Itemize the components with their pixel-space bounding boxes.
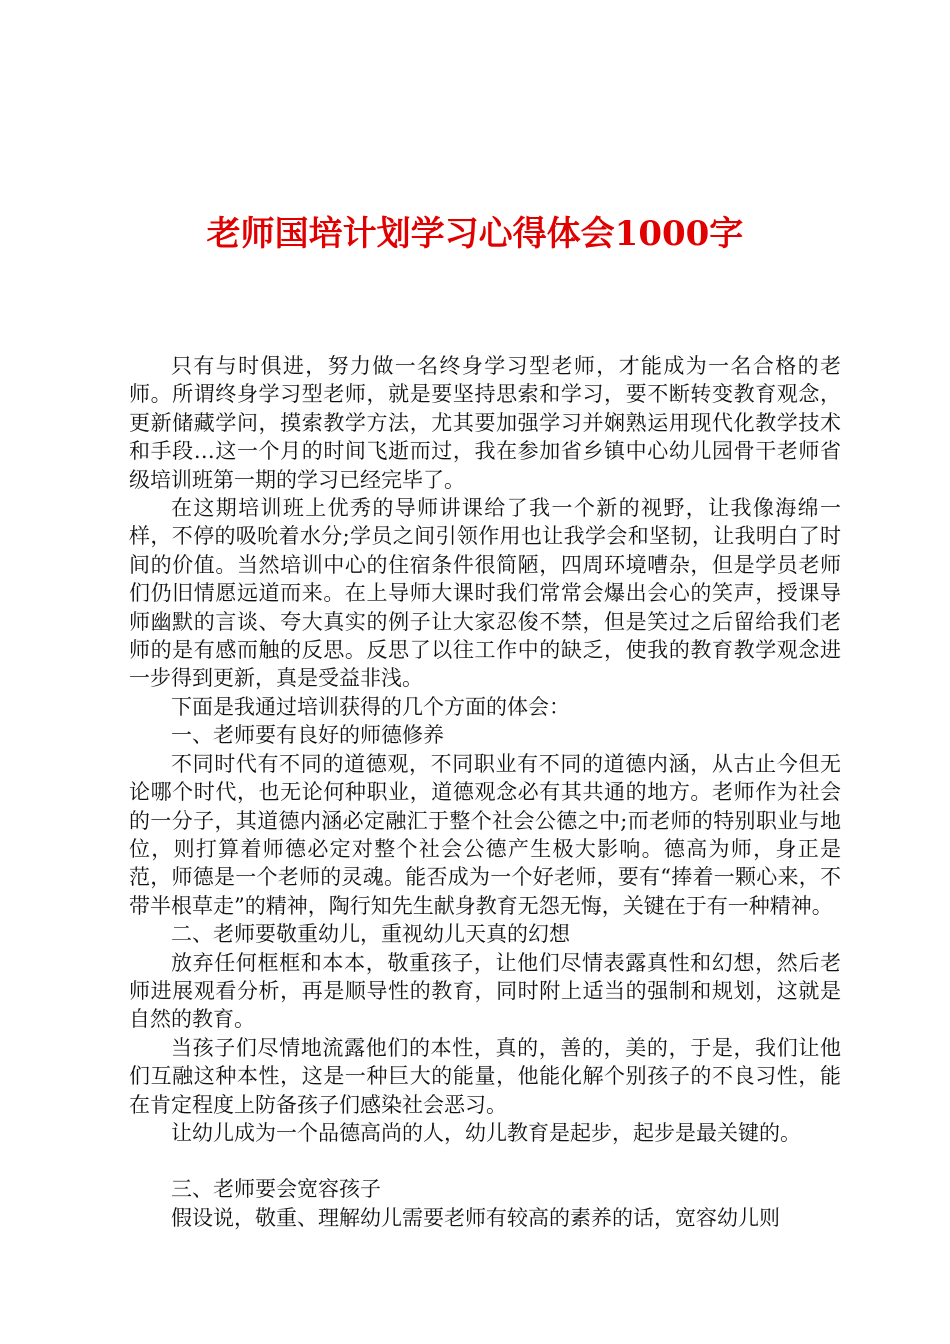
section-heading: 二、老师要敬重幼儿，重视幼儿天真的幻想 bbox=[171, 922, 570, 947]
paragraph: 假设说，敬重、理解幼儿需要老师有较高的素养的话，宽容幼儿则 bbox=[171, 1205, 780, 1230]
paragraph: 下面是我通过培训获得的几个方面的体会： bbox=[171, 694, 570, 719]
document-body bbox=[129, 352, 841, 1232]
section-heading: 一、老师要有良好的师德修养 bbox=[171, 723, 444, 748]
paragraph: 当孩子们尽情地流露他们的本性，真的，善的，美的，于是，我们让他们互融这种本性，这是一种巨大的能量，他能化解个别孩子的不良习性，能在肯定程度上防备孩子们感染社会恶习。 bbox=[129, 1035, 841, 1117]
section-heading: 三、老师要会宽容孩子 bbox=[171, 1177, 381, 1202]
document-title: 老师国培计划学习心得体会1000字 bbox=[206, 214, 744, 254]
paragraph: 在这期培训班上优秀的导师讲课给了我一个新的视野，让我像海绵一样，不停的吸吮着水分;学员之间引领作用也让我学会和坚韧，让我明白了时间的价值。当然培训中心的住宿条件很简陋，四周环境嘈杂，但是学员老师们仍旧情愿远道而来。在上导师大课时我们常常会爆出会心的笑声，授课导师幽默的言谈、夸大真实的例子让大家忍俊不禁，但是笑过之后留给我们老师的是有感而触的反思。反思了以往工作中的缺乏，使我的教育教学观念进一步得到更新，真是受益非浅。 bbox=[129, 496, 841, 691]
paragraph: 只有与时俱进，努力做一名终身学习型老师，才能成为一名合格的老师。所谓终身学习型老师，就是要坚持思索和学习，要不断转变教育观念，更新储藏学问，摸索教学方法，尤其要加强学习并娴熟运用现代化教学技术和手段…这一个月的时间飞逝而过，我在参加省乡镇中心幼儿园骨干老师省级培训班第一期的学习已经完毕了。 bbox=[129, 354, 841, 492]
paragraph: 让幼儿成为一个品德高尚的人，幼儿教育是起步，起步是最关键的。 bbox=[171, 1120, 801, 1145]
paragraph: 不同时代有不同的道德观，不同职业有不同的道德内涵，从古止今但无论哪个时代，也无论何种职业，道德观念必有其共通的地方。老师作为社会的一分子，其道德内涵必定融汇于整个社会公德之中;而老师的特别职业与地位，则打算着师德必定对整个社会公德产生极大影响。德高为师，身正是范，师德是一个老师的灵魂。能否成为一个好老师，要有“捧着一颗心来，不带半根草走”的精神，陶行知先生献身教育无怨无悔，关键在于有一种精神。 bbox=[129, 751, 841, 918]
paragraph: 放弃任何框框和本本，敬重孩子，让他们尽情表露真性和幻想，然后老师进展观看分析，再是顺导性的教育，同时附上适当的强制和规划，这就是自然的教育。 bbox=[129, 950, 841, 1032]
